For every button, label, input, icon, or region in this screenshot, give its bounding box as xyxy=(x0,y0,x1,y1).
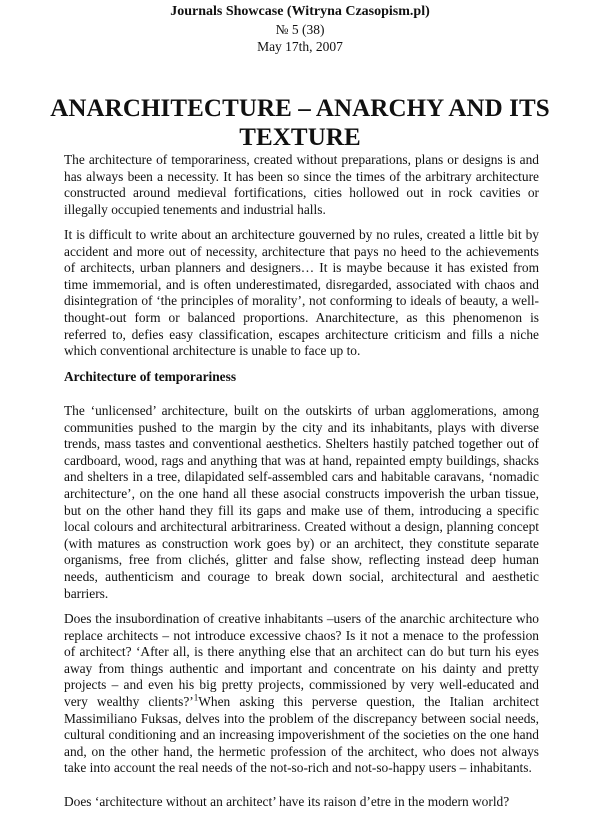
section-paragraph-2 xyxy=(64,611,539,777)
intro-paragraph-1: The architecture of temporariness, created without preparations, plans or designs is and has always been a necessity. It has been so since the times of the arbitrary architecture constructed around medieval fortifications, cities hollowed out in rock cavities or illegally occupied tenements and industrial halls. xyxy=(64,152,539,217)
footnote-reference[interactable]: 1 xyxy=(193,692,199,703)
issue-date: May 17th, 2007 xyxy=(257,39,343,54)
section-paragraph-3: Does ‘architecture without an architect’ have its raison d’etre in the modern world? xyxy=(64,794,510,809)
section-heading: Architecture of temporariness xyxy=(64,369,237,384)
article-title: ANARCHITECTURE – ANARCHY AND ITS TEXTURE xyxy=(50,94,550,151)
section-paragraph-1: The ‘unlicensed’ architecture, built on the outskirts of urban agglomerations, among communities pushed to the margin by the city and its inhabitants, plays with diverse trends, mass tastes and conventional aesthetics. Shelters hastily patched together out of cardboard, wood, rags and anything that was at hand, repainted empty buildings, shacks and shelters in a tree, dilapidated self-assembled cars and habitable caravans, ‘nomadic architecture’, on the one hand all these asocial constructs impoverish the urban tissue, but on the other hand they fill its gaps and make use of them, introducing a specific local colours and architectural arbitrariness. Created without a design, planning concept (with matures as construction work goes by) or an architect, they constitute separate organisms, free from clichés, glitter and false show, reflecting instead deep human needs, authenticism and courage to break down social, architectural and aesthetic barriers. xyxy=(64,403,539,601)
journal-name: Journals Showcase (Witryna Czasopism.pl) xyxy=(170,4,430,19)
paragraph-2-quote: Does the insubordination of creative inhabitants –users of the anarchic architecture who replace architects – not introduce excessive chaos? Is it not a menace to the profession of architect? ‘After all, is there anything else that an architect can do but turn his eyes away from things authentic and important and concentrate on his dainty and pretty projects – and even his big pretty projects, commissioned by very well-educated and very wealthy clients?’ xyxy=(64,611,539,709)
issue-number: № 5 (38) xyxy=(275,22,325,37)
paragraph-2-continuation: When asking this perverse question, the Italian architect Massimiliano Fuksas, delves into the problem of the discrepancy between social needs, cultural conditioning and an increasing impoverishment of the societies on the one hand and, on the other hand, the hermetic profession of the architect, who does not always take into account the real needs of the not-so-rich and not-so-happy users – inhabitants. xyxy=(64,693,539,776)
intro-paragraph-2: It is difficult to write about an architecture gouverned by no rules, created a little bit by accident and more out of necessity, architecture that pays no heed to the achievements of architects, urban planners and designers… It is maybe because it has existed from time immemorial, and is often underestimated, disregarded, associated with chaos and disintegration of ‘the principles of morality’, not conforming to ideals of beauty, a well-thought-out form or balanced proportions. Anarchitecture, as this phenomenon is referred to, defies easy classification, escapes architecture criticism and fills a niche which conventional architecture is unable to face up to. xyxy=(64,227,539,359)
